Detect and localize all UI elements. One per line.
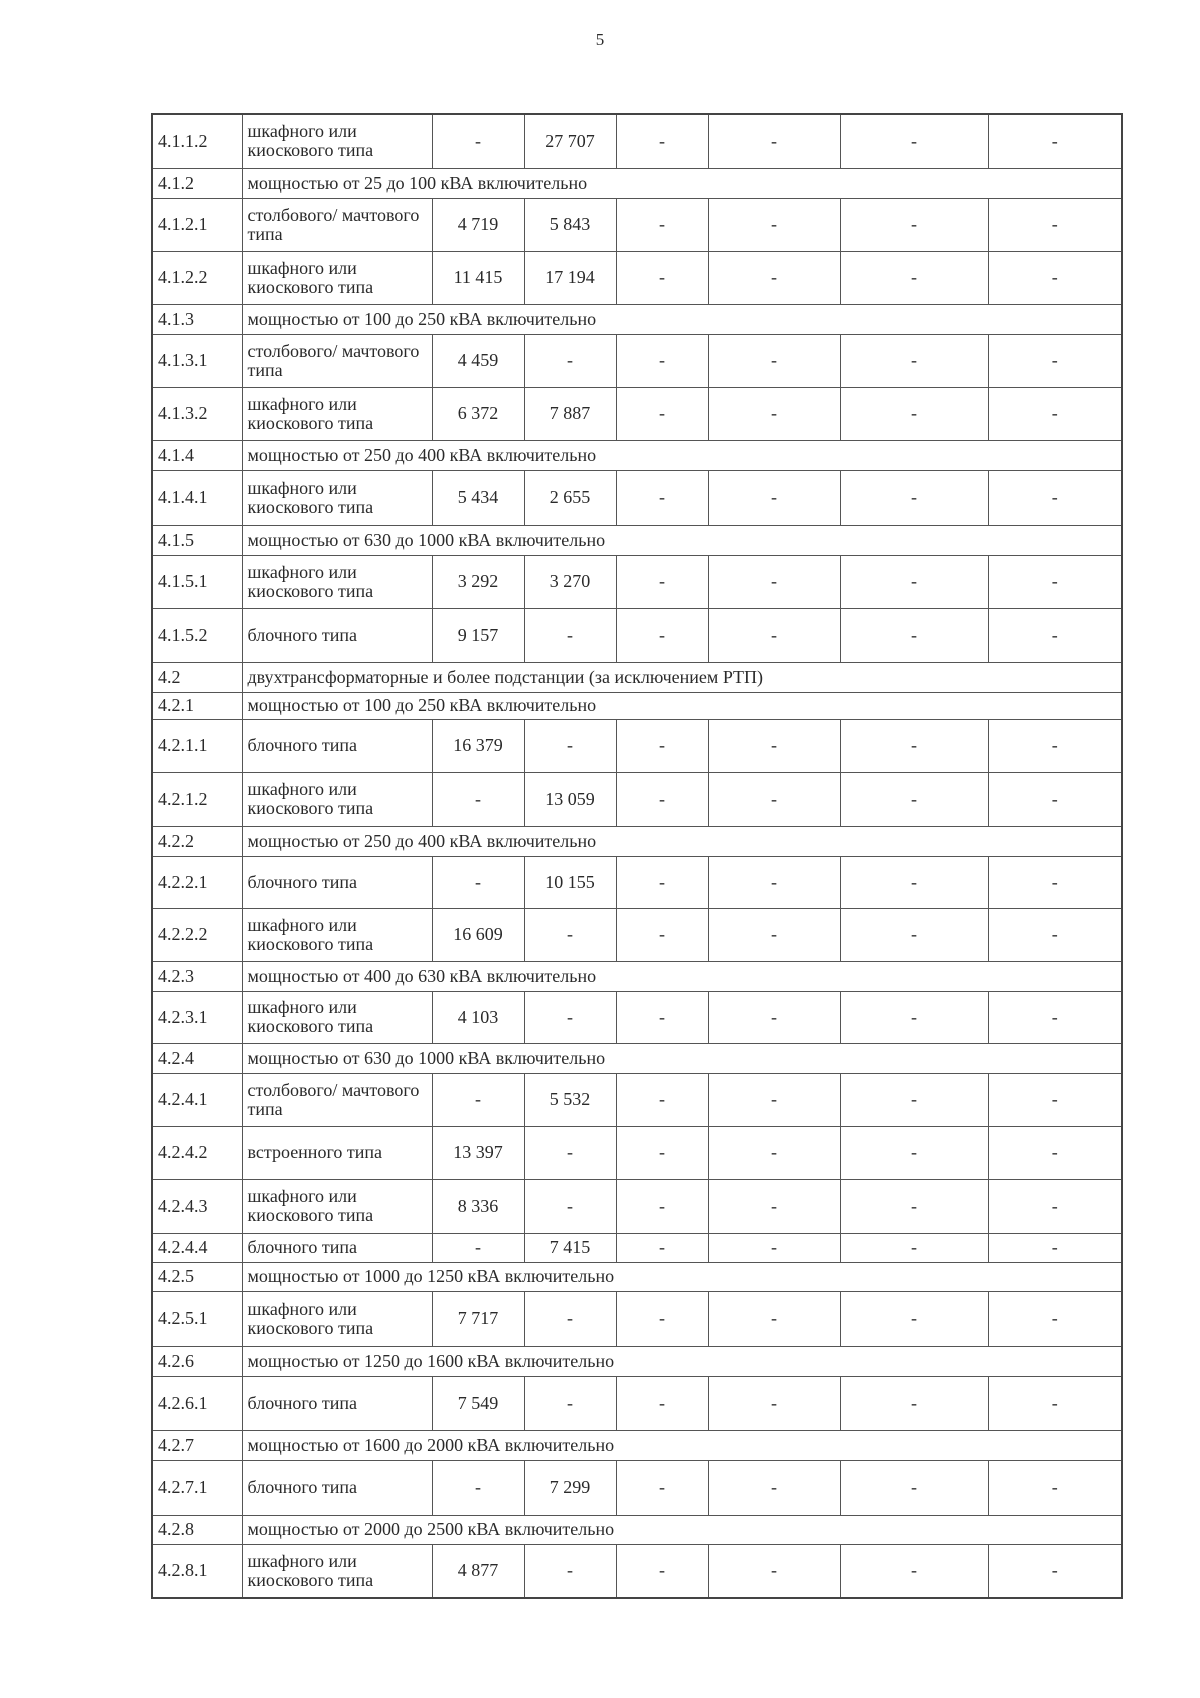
section-row <box>152 826 1122 856</box>
value-cell-2: 7 415 <box>524 1233 616 1262</box>
section-title: мощностью от 630 до 1000 кВА включительно <box>242 525 1122 555</box>
row-name: блочного типа <box>242 608 432 662</box>
row-code: 4.2.8.1 <box>152 1544 242 1598</box>
table-row <box>152 1126 1122 1179</box>
value-cell-1: 4 719 <box>432 198 524 251</box>
row-code: 4.1.4.1 <box>152 470 242 525</box>
row-code: 4.2.6.1 <box>152 1376 242 1430</box>
value-cell-2: - <box>524 991 616 1043</box>
row-code: 4.1.5.2 <box>152 608 242 662</box>
value-cell-6: - <box>988 555 1122 608</box>
section-title: мощностью от 1600 до 2000 кВА включительно <box>242 1430 1122 1460</box>
value-cell-5: - <box>840 1460 988 1515</box>
value-cell-2: - <box>524 608 616 662</box>
value-cell-4: - <box>708 251 840 304</box>
row-name: шкафного или киоскового типа <box>242 908 432 961</box>
section-title: мощностью от 100 до 250 кВА включительно <box>242 692 1122 719</box>
value-cell-4: - <box>708 198 840 251</box>
section-row <box>152 168 1122 198</box>
value-cell-4: - <box>708 1544 840 1598</box>
row-code: 4.1.1.2 <box>152 114 242 168</box>
row-code: 4.2.1.2 <box>152 772 242 826</box>
table-row <box>152 1460 1122 1515</box>
row-name: шкафного или киоскового типа <box>242 1544 432 1598</box>
value-cell-1: - <box>432 1073 524 1126</box>
row-name: шкафного или киоскового типа <box>242 114 432 168</box>
row-code: 4.2.3.1 <box>152 991 242 1043</box>
value-cell-1: 16 609 <box>432 908 524 961</box>
value-cell-5: - <box>840 334 988 387</box>
row-code: 4.2.1.1 <box>152 719 242 772</box>
value-cell-2: - <box>524 1291 616 1346</box>
value-cell-2: - <box>524 1544 616 1598</box>
value-cell-1: - <box>432 1233 524 1262</box>
row-code: 4.1.5 <box>152 525 242 555</box>
row-code: 4.1.3.1 <box>152 334 242 387</box>
row-code: 4.1.2.2 <box>152 251 242 304</box>
page-number: 5 <box>595 30 605 49</box>
section-title: мощностью от 100 до 250 кВА включительно <box>242 304 1122 334</box>
value-cell-3: - <box>616 608 708 662</box>
section-title: двухтрансформаторные и более подстанции (за исключением РТП) <box>242 662 1122 692</box>
value-cell-5: - <box>840 1376 988 1430</box>
value-cell-4: - <box>708 908 840 961</box>
value-cell-6: - <box>988 198 1122 251</box>
row-name: блочного типа <box>242 1376 432 1430</box>
value-cell-6: - <box>988 772 1122 826</box>
row-code: 4.2.4.2 <box>152 1126 242 1179</box>
table-row <box>152 387 1122 440</box>
row-code: 4.2.2.1 <box>152 856 242 908</box>
value-cell-5: - <box>840 772 988 826</box>
row-code: 4.1.2.1 <box>152 198 242 251</box>
row-name: блочного типа <box>242 1233 432 1262</box>
value-cell-4: - <box>708 1179 840 1233</box>
value-cell-6: - <box>988 334 1122 387</box>
section-row <box>152 525 1122 555</box>
section-row <box>152 1346 1122 1376</box>
value-cell-5: - <box>840 608 988 662</box>
value-cell-1: 6 372 <box>432 387 524 440</box>
value-cell-2: 10 155 <box>524 856 616 908</box>
row-code: 4.2.5.1 <box>152 1291 242 1346</box>
row-name: столбового/ мачтового типа <box>242 198 432 251</box>
section-row <box>152 692 1122 719</box>
value-cell-6: - <box>988 114 1122 168</box>
value-cell-5: - <box>840 470 988 525</box>
table-row <box>152 719 1122 772</box>
value-cell-3: - <box>616 719 708 772</box>
row-code: 4.2.5 <box>152 1262 242 1291</box>
value-cell-6: - <box>988 1126 1122 1179</box>
value-cell-6: - <box>988 991 1122 1043</box>
value-cell-6: - <box>988 608 1122 662</box>
table-row <box>152 856 1122 908</box>
value-cell-6: - <box>988 1233 1122 1262</box>
row-code: 4.1.4 <box>152 440 242 470</box>
section-title: мощностью от 25 до 100 кВА включительно <box>242 168 1122 198</box>
value-cell-6: - <box>988 856 1122 908</box>
section-title: мощностью от 2000 до 2500 кВА включительно <box>242 1515 1122 1544</box>
value-cell-2: 17 194 <box>524 251 616 304</box>
row-name: шкафного или киоскового типа <box>242 555 432 608</box>
table-row <box>152 470 1122 525</box>
value-cell-5: - <box>840 198 988 251</box>
value-cell-4: - <box>708 1073 840 1126</box>
row-name: столбового/ мачтового типа <box>242 1073 432 1126</box>
value-cell-2: 7 887 <box>524 387 616 440</box>
value-cell-3: - <box>616 1179 708 1233</box>
value-cell-4: - <box>708 991 840 1043</box>
section-row <box>152 440 1122 470</box>
value-cell-3: - <box>616 470 708 525</box>
tariff-table <box>151 113 1123 1599</box>
value-cell-4: - <box>708 608 840 662</box>
row-name: шкафного или киоскового типа <box>242 1291 432 1346</box>
value-cell-6: - <box>988 719 1122 772</box>
section-row <box>152 662 1122 692</box>
table-row <box>152 555 1122 608</box>
value-cell-4: - <box>708 334 840 387</box>
row-code: 4.1.3.2 <box>152 387 242 440</box>
value-cell-4: - <box>708 1460 840 1515</box>
row-name: встроенного типа <box>242 1126 432 1179</box>
value-cell-1: - <box>432 772 524 826</box>
table-row <box>152 908 1122 961</box>
value-cell-1: 13 397 <box>432 1126 524 1179</box>
value-cell-2: - <box>524 719 616 772</box>
section-title: мощностью от 400 до 630 кВА включительно <box>242 961 1122 991</box>
row-code: 4.2 <box>152 662 242 692</box>
row-name: шкафного или киоскового типа <box>242 991 432 1043</box>
value-cell-6: - <box>988 1291 1122 1346</box>
value-cell-2: 3 270 <box>524 555 616 608</box>
value-cell-5: - <box>840 387 988 440</box>
value-cell-4: - <box>708 772 840 826</box>
value-cell-3: - <box>616 1376 708 1430</box>
value-cell-6: - <box>988 1179 1122 1233</box>
value-cell-2: - <box>524 1126 616 1179</box>
row-code: 4.2.4 <box>152 1043 242 1073</box>
row-name: блочного типа <box>242 856 432 908</box>
row-code: 4.2.2 <box>152 826 242 856</box>
value-cell-5: - <box>840 1126 988 1179</box>
value-cell-3: - <box>616 1233 708 1262</box>
section-row <box>152 1262 1122 1291</box>
row-code: 4.2.4.1 <box>152 1073 242 1126</box>
value-cell-5: - <box>840 908 988 961</box>
row-code: 4.2.4.3 <box>152 1179 242 1233</box>
table-body <box>152 114 1122 1598</box>
value-cell-5: - <box>840 1544 988 1598</box>
value-cell-1: 4 103 <box>432 991 524 1043</box>
value-cell-2: - <box>524 908 616 961</box>
value-cell-1: 7 717 <box>432 1291 524 1346</box>
section-row <box>152 1430 1122 1460</box>
value-cell-1: 7 549 <box>432 1376 524 1430</box>
value-cell-3: - <box>616 991 708 1043</box>
value-cell-1: 3 292 <box>432 555 524 608</box>
value-cell-6: - <box>988 908 1122 961</box>
section-row <box>152 304 1122 334</box>
table-row <box>152 608 1122 662</box>
value-cell-5: - <box>840 114 988 168</box>
value-cell-4: - <box>708 1376 840 1430</box>
table-row <box>152 251 1122 304</box>
value-cell-1: 4 877 <box>432 1544 524 1598</box>
value-cell-3: - <box>616 856 708 908</box>
value-cell-2: 27 707 <box>524 114 616 168</box>
section-row <box>152 1043 1122 1073</box>
value-cell-6: - <box>988 251 1122 304</box>
table-row <box>152 1179 1122 1233</box>
value-cell-2: 5 843 <box>524 198 616 251</box>
value-cell-1: 4 459 <box>432 334 524 387</box>
section-title: мощностью от 250 до 400 кВА включительно <box>242 826 1122 856</box>
value-cell-1: 16 379 <box>432 719 524 772</box>
value-cell-1: - <box>432 114 524 168</box>
section-title: мощностью от 1250 до 1600 кВА включительно <box>242 1346 1122 1376</box>
table-row <box>152 1376 1122 1430</box>
value-cell-1: - <box>432 1460 524 1515</box>
value-cell-4: - <box>708 470 840 525</box>
section-row <box>152 1515 1122 1544</box>
row-name: шкафного или киоскового типа <box>242 772 432 826</box>
row-name: шкафного или киоскового типа <box>242 1179 432 1233</box>
value-cell-3: - <box>616 198 708 251</box>
row-name: шкафного или киоскового типа <box>242 251 432 304</box>
table-row <box>152 198 1122 251</box>
row-code: 4.1.5.1 <box>152 555 242 608</box>
value-cell-2: 7 299 <box>524 1460 616 1515</box>
value-cell-5: - <box>840 1233 988 1262</box>
value-cell-3: - <box>616 387 708 440</box>
value-cell-5: - <box>840 856 988 908</box>
value-cell-2: - <box>524 334 616 387</box>
row-code: 4.2.1 <box>152 692 242 719</box>
value-cell-5: - <box>840 251 988 304</box>
value-cell-5: - <box>840 719 988 772</box>
row-code: 4.2.7.1 <box>152 1460 242 1515</box>
value-cell-5: - <box>840 991 988 1043</box>
row-code: 4.2.7 <box>152 1430 242 1460</box>
value-cell-4: - <box>708 856 840 908</box>
value-cell-1: 9 157 <box>432 608 524 662</box>
value-cell-5: - <box>840 1179 988 1233</box>
row-name: шкафного или киоскового типа <box>242 387 432 440</box>
value-cell-6: - <box>988 1376 1122 1430</box>
row-name: шкафного или киоскового типа <box>242 470 432 525</box>
value-cell-4: - <box>708 114 840 168</box>
value-cell-1: - <box>432 856 524 908</box>
value-cell-2: 5 532 <box>524 1073 616 1126</box>
row-code: 4.2.2.2 <box>152 908 242 961</box>
table-row <box>152 772 1122 826</box>
value-cell-3: - <box>616 1460 708 1515</box>
table-row <box>152 114 1122 168</box>
value-cell-5: - <box>840 1291 988 1346</box>
value-cell-3: - <box>616 1126 708 1179</box>
value-cell-6: - <box>988 387 1122 440</box>
row-code: 4.2.3 <box>152 961 242 991</box>
table-row <box>152 1233 1122 1262</box>
value-cell-3: - <box>616 114 708 168</box>
value-cell-4: - <box>708 387 840 440</box>
value-cell-3: - <box>616 1073 708 1126</box>
row-code: 4.2.6 <box>152 1346 242 1376</box>
table-row <box>152 1073 1122 1126</box>
value-cell-3: - <box>616 1291 708 1346</box>
table-row <box>152 991 1122 1043</box>
section-title: мощностью от 630 до 1000 кВА включительно <box>242 1043 1122 1073</box>
value-cell-3: - <box>616 334 708 387</box>
value-cell-1: 5 434 <box>432 470 524 525</box>
value-cell-6: - <box>988 1460 1122 1515</box>
section-title: мощностью от 250 до 400 кВА включительно <box>242 440 1122 470</box>
value-cell-4: - <box>708 1126 840 1179</box>
value-cell-2: - <box>524 1376 616 1430</box>
value-cell-3: - <box>616 251 708 304</box>
value-cell-6: - <box>988 1073 1122 1126</box>
value-cell-2: - <box>524 1179 616 1233</box>
value-cell-2: 2 655 <box>524 470 616 525</box>
row-code: 4.2.4.4 <box>152 1233 242 1262</box>
value-cell-6: - <box>988 1544 1122 1598</box>
section-title: мощностью от 1000 до 1250 кВА включительно <box>242 1262 1122 1291</box>
row-code: 4.1.3 <box>152 304 242 334</box>
row-name: блочного типа <box>242 1460 432 1515</box>
table-row <box>152 334 1122 387</box>
table-row <box>152 1291 1122 1346</box>
value-cell-3: - <box>616 772 708 826</box>
value-cell-4: - <box>708 555 840 608</box>
row-code: 4.1.2 <box>152 168 242 198</box>
value-cell-6: - <box>988 470 1122 525</box>
value-cell-4: - <box>708 1291 840 1346</box>
table-row <box>152 1544 1122 1598</box>
value-cell-2: 13 059 <box>524 772 616 826</box>
value-cell-3: - <box>616 1544 708 1598</box>
row-code: 4.2.8 <box>152 1515 242 1544</box>
value-cell-1: 11 415 <box>432 251 524 304</box>
value-cell-5: - <box>840 555 988 608</box>
value-cell-3: - <box>616 555 708 608</box>
value-cell-5: - <box>840 1073 988 1126</box>
row-name: столбового/ мачтового типа <box>242 334 432 387</box>
value-cell-4: - <box>708 719 840 772</box>
section-row <box>152 961 1122 991</box>
value-cell-1: 8 336 <box>432 1179 524 1233</box>
row-name: блочного типа <box>242 719 432 772</box>
value-cell-3: - <box>616 908 708 961</box>
value-cell-4: - <box>708 1233 840 1262</box>
